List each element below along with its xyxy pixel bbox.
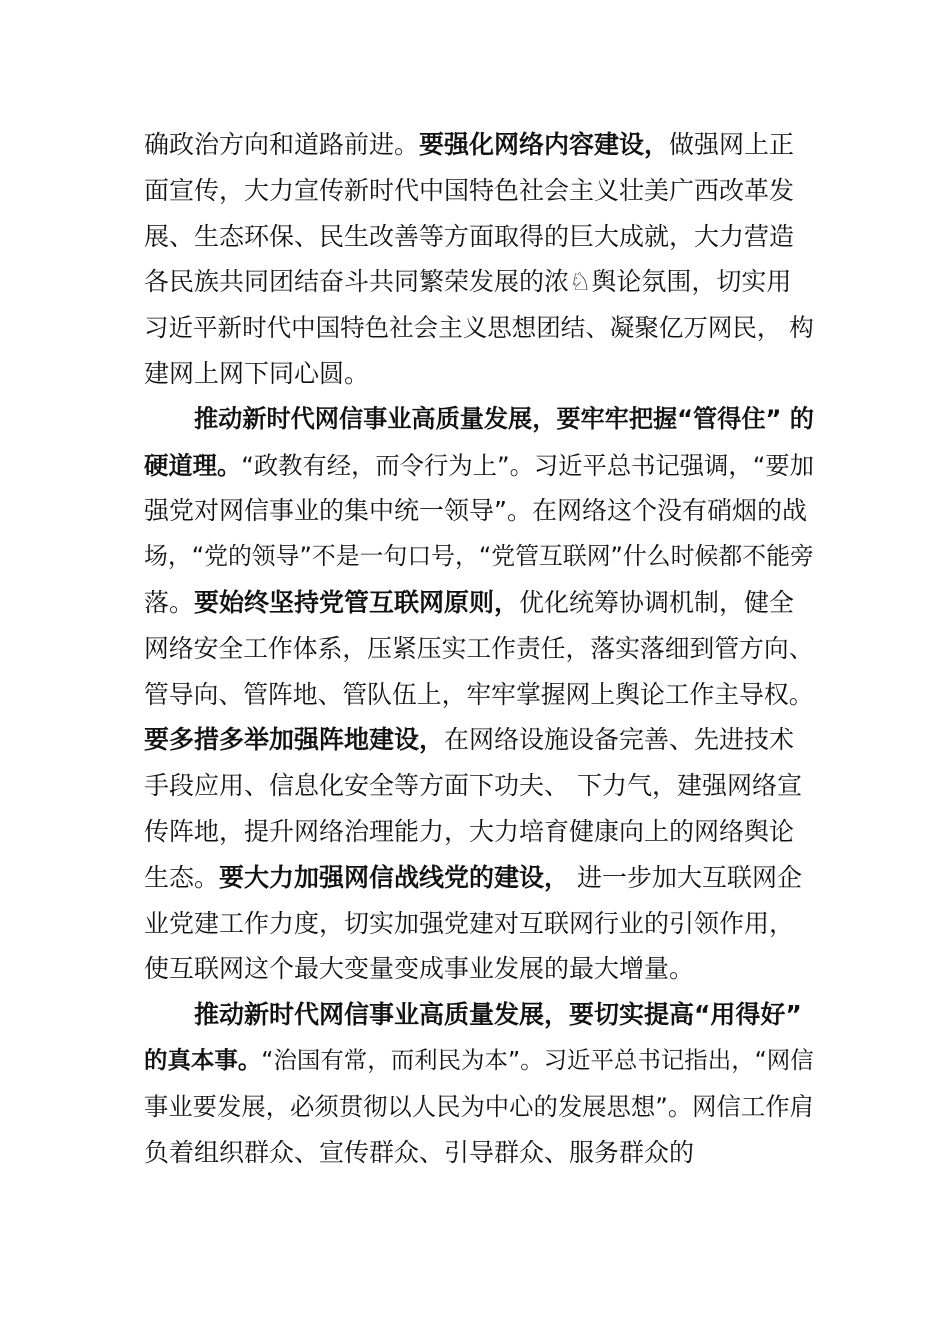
text-line xyxy=(144,626,814,672)
text-line xyxy=(144,946,814,992)
text-run: 生态。 xyxy=(144,862,220,892)
text-run: 管导向、管阵地、管队伍上，牢牢掌握网上舆论工作主导权。 xyxy=(144,679,814,709)
text-line xyxy=(144,259,814,305)
text-run: 进一步加大互联网企 xyxy=(569,862,802,892)
text-run: 负着组织群众、宣传群众、引导群众、服务群众的 xyxy=(144,1137,695,1167)
text-line xyxy=(144,580,814,626)
bold-run: 硬道理。 xyxy=(144,450,242,480)
text-run: 做强网上正 xyxy=(669,130,795,159)
body-text xyxy=(144,122,814,1175)
text-line xyxy=(144,1038,814,1084)
text-line xyxy=(144,763,814,809)
text-run: 在网络设施设备完善、先进技术 xyxy=(444,725,795,755)
text-line xyxy=(144,122,814,168)
text-line xyxy=(144,1084,814,1130)
text-line xyxy=(144,397,814,443)
text-line xyxy=(144,992,814,1038)
text-run: 确政治方向和道路前进。 xyxy=(144,130,420,159)
text-run: 业党建工作力度，切实加强党建对互联网行业的引领作用， xyxy=(144,908,795,938)
text-line xyxy=(144,214,814,260)
bold-run: 推动新时代网信事业高质量发展，要切实提高“用得好” xyxy=(194,1000,802,1030)
text-line xyxy=(144,901,814,947)
text-line xyxy=(144,717,814,763)
text-line xyxy=(144,672,814,718)
text-run: 各民族共同团结奋斗共同繁荣发展的浓♘舆论氛围，切实用 xyxy=(144,267,792,297)
bold-run: 要大力加强网信战线党的建设， xyxy=(219,862,570,892)
bold-run: 要强化网络内容建设， xyxy=(419,130,670,159)
bold-run: 推动新时代网信事业高质量发展，要牢牢把握“管得住” 的 xyxy=(194,404,814,433)
text-run: 场，“党的领导”不是一句口号，“党管互联网”什么时候都不能旁 xyxy=(144,542,814,571)
text-line xyxy=(144,168,814,214)
text-line xyxy=(144,351,814,397)
text-line xyxy=(144,809,814,855)
text-run: 建网上网下同心圆。 xyxy=(144,358,370,388)
paragraph-1 xyxy=(144,122,814,397)
text-line xyxy=(144,305,814,351)
text-run: 传阵地，提升网络治理能力，大力培育健康向上的网络舆论 xyxy=(144,816,795,846)
bold-run: 要多措多举加强阵地建设， xyxy=(144,725,445,755)
paragraph-3 xyxy=(144,992,814,1175)
text-run: “政教有经，而令行为上”。习近平总书记强调，“要加 xyxy=(241,450,814,480)
text-run: 习近平新时代中国特色社会主义思想团结、凝聚亿万网民， 构 xyxy=(144,313,814,343)
text-run: 使互联网这个最大变量变成事业发展的最大增量。 xyxy=(144,954,695,984)
text-run: “治国有常，而利民为本”。习近平总书记指出，“网信 xyxy=(261,1045,814,1074)
bold-run: 的真本事。 xyxy=(144,1045,262,1074)
paragraph-2 xyxy=(144,397,814,992)
text-run: 面宣传，大力宣传新时代中国特色社会主义壮美广西改革发 xyxy=(144,175,795,205)
text-line xyxy=(144,443,814,489)
text-run: 网络安全工作体系，压紧压实工作责任，落实落细到管方向、 xyxy=(144,633,814,663)
text-line xyxy=(144,1130,814,1176)
text-run: 手段应用、信息化安全等方面下功夫、 下力气，建强网络宣 xyxy=(144,771,802,801)
text-run: 事业要发展，必须贯彻以人民为中心的发展思想”。网信工作肩 xyxy=(144,1091,814,1121)
text-run: 优化统筹协调机制，健全 xyxy=(519,587,795,617)
text-run: 强党对网信事业的集中统一领导”。在网络这个没有硝烟的战 xyxy=(144,496,807,526)
bold-run: 要始终坚持党管互联网原则， xyxy=(194,587,520,617)
text-line xyxy=(144,534,814,580)
text-run: 落。 xyxy=(144,587,195,617)
text-run: 展、生态环保、民生改善等方面取得的巨大成就，大力营造 xyxy=(144,221,795,251)
text-line xyxy=(144,488,814,534)
text-line xyxy=(144,855,814,901)
